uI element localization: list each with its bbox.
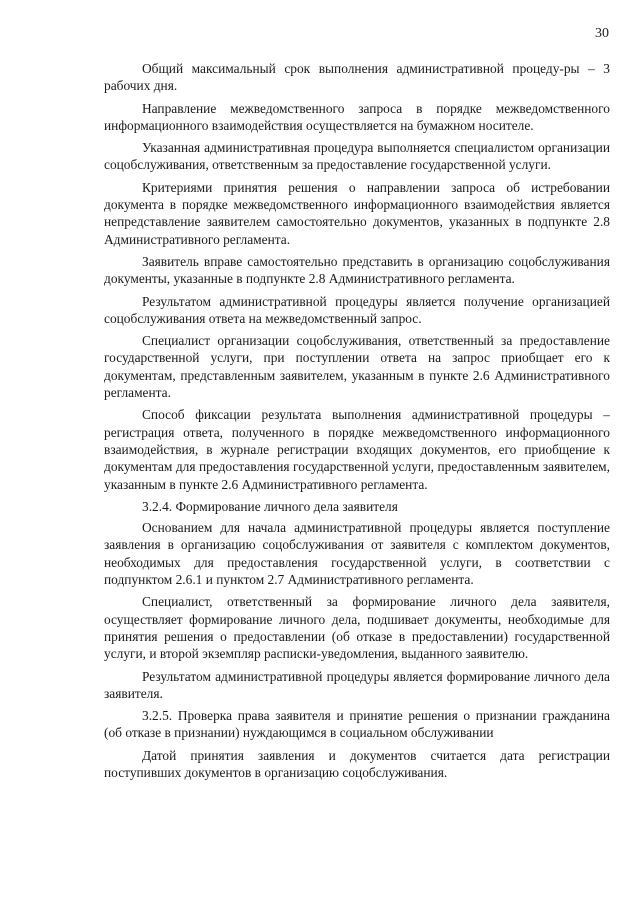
paragraph-personal-file-result: Результатом административной процедуры является формирование личного дела заявителя. xyxy=(104,668,610,701)
paragraph-specialist-response: Специалист организации соцобслуживания, ответственный за предоставление государственной услуги, при поступлении ответа на запрос приобщает его к документам, представленным заявителем, указанным в пункте 2.6 Административного регламента. xyxy=(104,333,610,401)
paragraph-procedure-result: Результатом административной процедуры является получение организацией соцобслуживания ответа на межведомственный запрос. xyxy=(104,293,610,326)
paragraph-decision-criteria: Критериями принятия решения о направлении запроса об истребовании документа в порядке межведомственного информационного взаимодействия является непредставление заявителем самостоятельно документов, указанных в подпункте 2.8 Административного регламента. xyxy=(104,179,610,247)
paragraph-fixation-method: Способ фиксации результата выполнения административной процедуры – регистрация ответа, полученного в порядке межведомственного информационного взаимодействия, в журнале регистрации входящих документов, его приобщение к документам для предоставления государственной услуги, предоставленным заявителем, указанным в пункте 2.6 Административного регламента. xyxy=(104,407,610,492)
paragraph-request-direction: Направление межведомственного запроса в порядке межведомственного информационного взаимодействия осуществляется на бумажном носителе. xyxy=(104,100,610,133)
document-body xyxy=(104,60,610,786)
section-heading-3-2-4: 3.2.4. Формирование личного дела заявителя xyxy=(142,498,398,514)
paragraph-acceptance-date: Датой принятия заявления и документов считается дата регистрации поступивших документов в организацию соцобслуживания. xyxy=(104,747,610,780)
section-heading-3-2-5: 3.2.5. Проверка права заявителя и принятие решения о признании гражданина (об отказе в признании) нуждающимся в социальном обслуживании xyxy=(104,708,610,741)
paragraph-applicant-right: Заявитель вправе самостоятельно представить в организацию соцобслуживания документы, указанные в подпункте 2.8 Административного регламента. xyxy=(104,253,610,287)
page-number: 30 xyxy=(595,26,609,41)
paragraph-procedure-basis: Основанием для начала административной процедуры является поступление заявления в организацию соцобслуживания от заявителя с комплектом документов, необходимых для предоставления государственной услуги, в соответствии с подпунктом 2.6.1 и пунктом 2.7 Административного регламента. xyxy=(104,520,610,588)
paragraph-total-duration: Общий максимальный срок выполнения административной процеду-ры – 3 рабочих дня. xyxy=(104,61,610,94)
paragraph-personal-file-formation: Специалист, ответственный за формирование личного дела заявителя, осуществляет формирование личного дела, подшивает документы, необходимые для принятия решения о предоставлении (об отказе в предоставлении) государственной услуги, и второй экземпляр расписки-уведомления, выданного заявителю. xyxy=(104,594,610,662)
paragraph-procedure-executor: Указанная административная процедура выполняется специалистом организации соцобслуживания, ответственным за предоставление государственной услуги. xyxy=(104,140,610,173)
